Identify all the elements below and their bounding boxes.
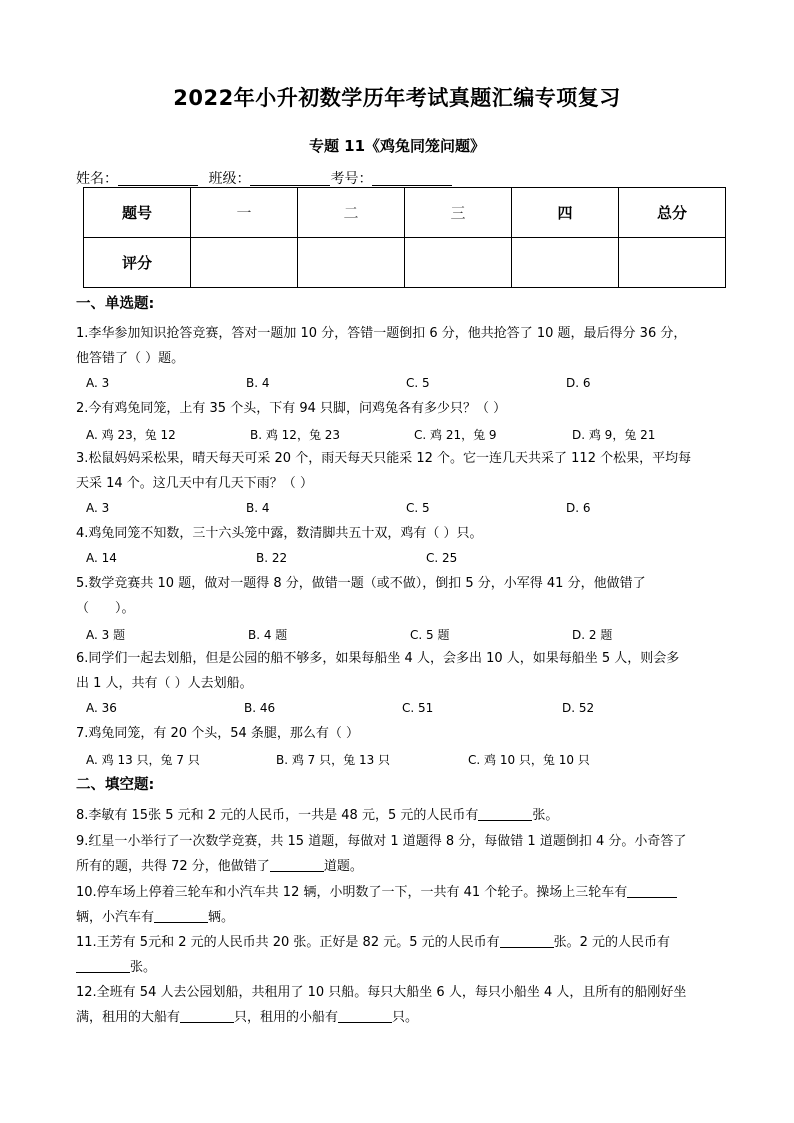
question-text: 10.停车场上停着三轮车和小汽车共 12 辆，小明数了一下，一共有 41 个轮子。操场上三轮车有 <box>76 885 628 900</box>
score-entry-cell[interactable] <box>191 238 298 288</box>
option-b[interactable]: B. 鸡 12，兔 23 <box>250 428 341 442</box>
option-c[interactable]: C. 51 <box>402 701 434 715</box>
question-4 <box>76 521 726 546</box>
question-6-options <box>86 701 726 719</box>
score-table-score-row <box>84 238 726 288</box>
question-6 <box>76 646 726 696</box>
page-title: 2022年小升初数学历年考试真题汇编专项复习 <box>173 86 621 110</box>
option-c[interactable]: C. 5 <box>406 501 430 515</box>
question-text: 3.松鼠妈妈采松果，晴天每天可采 20 个，雨天每天只能采 12 个。它一连几天共采了 112 个松果，平均每 <box>76 451 692 466</box>
name-label: 姓名： <box>76 171 118 187</box>
question-text: 张。 <box>532 808 559 823</box>
page-subtitle: 专题 11《鸡兔同笼问题》 <box>308 137 486 155</box>
question-11 <box>76 930 726 980</box>
question-3 <box>76 446 726 496</box>
question-text: 满，租用的大船有 <box>76 1010 181 1025</box>
question-text: 辆，小汽车有 <box>76 910 155 925</box>
answer-blank[interactable] <box>180 1010 234 1023</box>
question-9 <box>76 829 726 879</box>
answer-blank[interactable] <box>478 808 532 821</box>
question-text: 11.王芳有 5元和 2 元的人民币共 20 张。正好是 82 元。5 元的人民币有 <box>76 935 500 950</box>
student-info-line <box>76 168 452 188</box>
question-2-options <box>86 426 726 444</box>
option-d[interactable]: D. 鸡 9，兔 21 <box>572 428 656 442</box>
question-text: 1.李华参加知识抢答竞赛，答对一题加 10 分，答错一题倒扣 6 分，他共抢答了 10 题，最后得分 36 分， <box>76 326 687 341</box>
table-cell: 题号 <box>84 188 191 238</box>
table-cell: 四 <box>512 188 619 238</box>
score-entry-cell[interactable] <box>512 238 619 288</box>
name-blank[interactable] <box>118 171 198 186</box>
question-text: 5.数学竞赛共 10 题，做对一题得 8 分，做错一题（或不做），倒扣 5 分，小军得 41 分，他做错了 <box>76 576 646 591</box>
question-1-options <box>86 376 726 394</box>
answer-blank[interactable] <box>500 935 554 948</box>
option-c[interactable]: C. 鸡 10 只，兔 10 只 <box>468 753 590 767</box>
option-a[interactable]: A. 36 <box>86 701 117 715</box>
answer-blank[interactable] <box>154 910 208 923</box>
table-cell: 一 <box>191 188 298 238</box>
question-text: 天采 14 个。这几天中有几天下雨？（ ） <box>76 476 313 491</box>
question-2 <box>76 396 726 421</box>
option-c[interactable]: C. 5 题 <box>410 628 450 642</box>
score-entry-cell[interactable] <box>405 238 512 288</box>
question-text: 2.今有鸡兔同笼，上有 35 个头，下有 94 只脚，问鸡兔各有多少只？（ ） <box>76 401 507 416</box>
question-1 <box>76 321 726 371</box>
option-a[interactable]: A. 鸡 23，兔 12 <box>86 428 176 442</box>
score-entry-cell[interactable] <box>298 238 405 288</box>
option-a[interactable]: A. 3 <box>86 376 110 390</box>
question-text: 8.李敏有 15张 5 元和 2 元的人民币，一共是 48 元，5 元的人民币有 <box>76 808 479 823</box>
option-a[interactable]: A. 3 题 <box>86 628 126 642</box>
score-table <box>83 187 726 288</box>
question-text: 4.鸡兔同笼不知数，三十六头笼中露，数清脚共五十双，鸡有（ ）只。 <box>76 526 483 541</box>
section-heading-single-choice: 一、单选题: <box>76 296 155 312</box>
option-b[interactable]: B. 4 <box>246 376 270 390</box>
table-cell: 二 <box>298 188 405 238</box>
option-b[interactable]: B. 鸡 7 只，兔 13 只 <box>276 753 391 767</box>
question-text: （ ）。 <box>76 601 135 616</box>
question-text: 6.同学们一起去划船，但是公园的船不够多，如果每船坐 4 人，会多出 10 人，如果每船坐 5 人，则会多 <box>76 651 680 666</box>
question-5 <box>76 571 726 621</box>
answer-blank[interactable] <box>76 960 130 973</box>
table-cell: 三 <box>405 188 512 238</box>
answer-blank[interactable] <box>627 885 677 898</box>
option-a[interactable]: A. 鸡 13 只，兔 7 只 <box>86 753 200 767</box>
table-cell: 总分 <box>619 188 726 238</box>
score-entry-cell[interactable] <box>619 238 726 288</box>
question-7-options <box>86 751 726 769</box>
class-label: 班级： <box>208 171 251 187</box>
question-text: 12.全班有 54 人去公园划船，共租用了 10 只船。每只大船坐 6 人，每只小船坐 4 人，且所有的船刚好坐 <box>76 985 687 1000</box>
option-d[interactable]: D. 6 <box>566 376 591 390</box>
option-d[interactable]: D. 2 题 <box>572 628 613 642</box>
option-a[interactable]: A. 14 <box>86 551 117 565</box>
option-c[interactable]: C. 鸡 21，兔 9 <box>414 428 497 442</box>
exam-number-label: 考号： <box>330 171 373 187</box>
option-b[interactable]: B. 4 <box>246 501 270 515</box>
exam-number-blank[interactable] <box>372 171 452 186</box>
score-table-header-row <box>84 188 726 238</box>
option-c[interactable]: C. 25 <box>426 551 458 565</box>
question-text: 所有的题，共得 72 分，他做错了 <box>76 859 270 874</box>
question-text: 张。2 元的人民币有 <box>553 935 671 950</box>
option-b[interactable]: B. 4 题 <box>248 628 288 642</box>
question-text: 出 1 人，共有（ ）人去划船。 <box>76 676 253 691</box>
section-heading-fill-in: 二、填空题: <box>76 777 155 793</box>
option-a[interactable]: A. 3 <box>86 501 110 515</box>
option-b[interactable]: B. 46 <box>244 701 276 715</box>
table-cell: 评分 <box>84 238 191 288</box>
answer-blank[interactable] <box>338 1010 392 1023</box>
question-text: 道题。 <box>323 859 363 874</box>
question-3-options <box>86 501 726 519</box>
question-text: 只，租用的小船有 <box>234 1010 339 1025</box>
question-7 <box>76 721 726 746</box>
answer-blank[interactable] <box>270 859 324 872</box>
option-c[interactable]: C. 5 <box>406 376 430 390</box>
question-12 <box>76 980 726 1030</box>
option-d[interactable]: D. 52 <box>562 701 595 715</box>
question-text: 张。 <box>130 960 157 975</box>
question-text: 9.红星一小举行了一次数学竞赛，共 15 道题，每做对 1 道题得 8 分，每做错 1 道题倒扣 4 分。小奇答了 <box>76 834 687 849</box>
question-text: 7.鸡兔同笼，有 20 个头，54 条腿，那么有（ ） <box>76 726 360 741</box>
question-text: 他答错了（ ）题。 <box>76 351 185 366</box>
question-8 <box>76 803 726 828</box>
question-text: 只。 <box>392 1010 419 1025</box>
question-10 <box>76 880 726 930</box>
class-blank[interactable] <box>250 171 330 186</box>
option-d[interactable]: D. 6 <box>566 501 591 515</box>
question-5-options <box>86 626 726 644</box>
question-4-options <box>86 551 726 569</box>
question-text: 辆。 <box>208 910 235 925</box>
option-b[interactable]: B. 22 <box>256 551 288 565</box>
